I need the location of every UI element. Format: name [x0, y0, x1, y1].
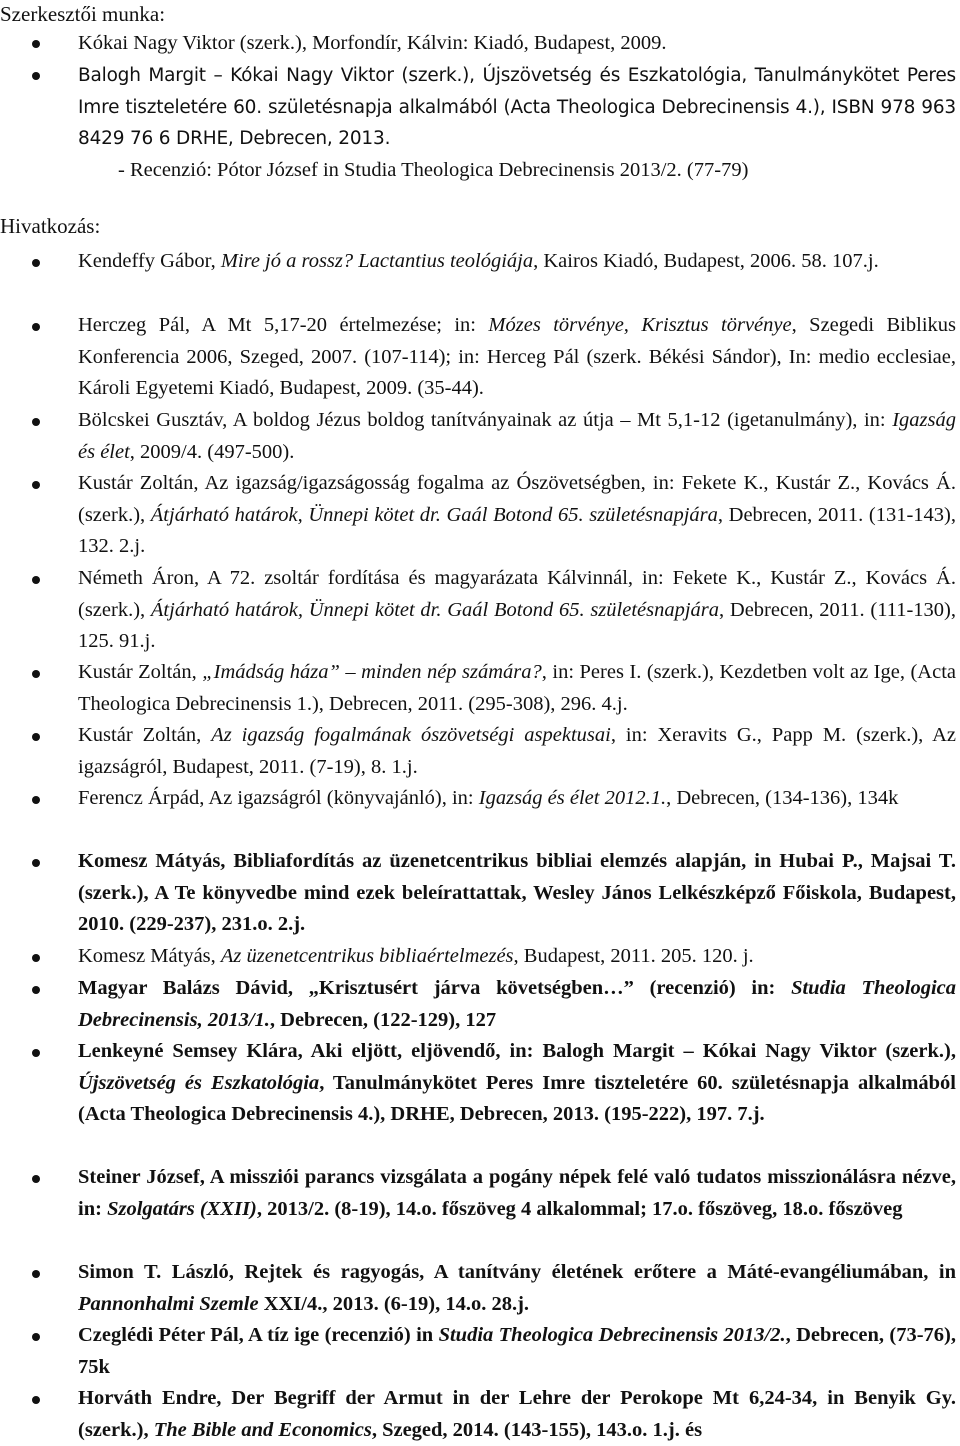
bullet — [32, 796, 40, 804]
citation-item: Horváth Endre, Der Begriff der Armut in der Lehre der Perokope Mt 6,24-34, in Benyik Gy. (szerk.), The Bible and Economics, Szeged, 2014. (143-155), 143.o. 1.j. és — [78, 1387, 956, 1441]
bullet — [32, 733, 40, 741]
bullet — [32, 576, 40, 584]
citation-item: Németh Áron, A 72. zsoltár fordítása és magyarázata Kálvinnál, in: Fekete K., Kustár Z., Kovács Á. (szerk.), Átjárható határok, Ünnepi kötet dr. Gaál Botond 65. születésnapjára, Debrecen, 2011. (111-130), 125. 91.j. — [78, 567, 956, 653]
bullet — [32, 1333, 40, 1341]
citation-item: Kustár Zoltán, Az igazság fogalmának ószövetségi aspektusai, in: Xeravits G., Papp M. (szerk.), Az igazságról, Budapest, 2011. (7-19), 8. 1.j. — [78, 724, 956, 778]
citation-item: Komesz Mátyás, Az üzenetcentrikus bibliaértelmezés, Budapest, 2011. 205. 120. j. — [78, 945, 754, 967]
bullet — [32, 40, 40, 48]
bullet — [32, 1049, 40, 1057]
citation-item: Kustár Zoltán, „Imádság háza” – minden nép számára?, in: Peres I. (szerk.), Kezdetben volt az Ige, (Acta Theologica Debrecinensis 1.), Debrecen, 2011. (295-308), 296. 4.j. — [78, 661, 956, 715]
bullet — [32, 1175, 40, 1183]
bullet — [32, 481, 40, 489]
citation-item: Lenkeyné Semsey Klára, Aki eljött, eljövendő, in: Balogh Margit – Kókai Nagy Viktor (szerk.), Újszövetség és Eszkatológia, Tanulmánykötet Peres Imre tiszteletére 60. születésnapja alkalmából (Acta Theologica Debrecinensis 4.), DRHE, Debrecen, 2013. (195-222), 197. 7.j. — [78, 1040, 957, 1126]
citation-item: Simon T. László, Rejtek és ragyogás, A tanítvány életének erőtere a Máté-evangéliumában, in Pannonhalmi Szemle XXI/4., 2013. (6-19), 14.o. 28.j. — [78, 1261, 956, 1315]
bullet — [32, 986, 40, 994]
citation-item: Komesz Mátyás, Bibliafordítás az üzenetcentrikus bibliai elemzés alapján, in Hubai P., Majsai T. (szerk.), A Te könyvedbe mind ezek beleírattattak, Wesley János Lelkészképző Főiskola, Budapest, 2010. (229-237), 231.o. 2.j. — [78, 850, 956, 936]
review-line: - Recenzió: Pótor József in Studia Theologica Debrecinensis 2013/2. (77-79) — [118, 159, 749, 181]
citation-item: Magyar Balázs Dávid, „Krisztusért járva követségben…” (recenzió) in: Studia Theologica Debrecinensis, 2013/1., Debrecen, (122-129), 127 — [78, 977, 956, 1031]
bullet — [32, 323, 40, 331]
citation-item: Bölcskei Gusztáv, A boldog Jézus boldog tanítványainak az útja – Mt 5,1-12 (igetanulmány), in: Igazság és élet, 2009/4. (497-500). — [78, 409, 956, 463]
editorial-item-1: Kókai Nagy Viktor (szerk.), Morfondír, Kálvin: Kiadó, Budapest, 2009. — [78, 32, 667, 54]
citation-item: Ferencz Árpád, Az igazságról (könyvajánló), in: Igazság és élet 2012.1., Debrecen, (134-136), 134k — [78, 787, 899, 809]
citation-item: Kendeffy Gábor, Mire jó a rossz? Lactantius teológiája, Kairos Kiadó, Budapest, 2006. 58. 107.j. — [78, 250, 879, 272]
bullet — [32, 670, 40, 678]
editorial-heading: Szerkesztői munka: — [0, 2, 166, 26]
citation-item: Steiner József, A missziói parancs vizsgálata a pogány népek felé való tudatos misszionálásra nézve, in: Szolgatárs (XXII), 2013/2. (8-19), 14.o. főszöveg 4 alkalommal; 17.o. főszöveg, 18.o. főszöveg — [78, 1166, 956, 1220]
bullet — [32, 859, 40, 867]
bullet — [32, 418, 40, 426]
citation-item: Herczeg Pál, A Mt 5,17-20 értelmezése; in: Mózes törvénye, Krisztus törvénye, Szegedi Biblikus Konferencia 2006, Szeged, 2007. (107-114); in: Herceg Pál (szerk. Békési Sándor), In: medio ecclesiae, Károli Egyetemi Kiadó, Budapest, 2009. (35-44). — [78, 314, 956, 400]
bullet — [32, 1396, 40, 1404]
citation-item: Kustár Zoltán, Az igazság/igazságosság fogalma az Ószövetségben, in: Fekete K., Kustár Z., Kovács Á. (szerk.), Átjárható határok, Ünnepi kötet dr. Gaál Botond 65. születésnapjára, Debrecen, 2011. (131-143), 132. 2.j. — [78, 472, 956, 558]
bullet — [32, 1270, 40, 1278]
bullet — [32, 259, 40, 267]
citations-heading: Hivatkozás: — [0, 214, 101, 238]
bullet — [32, 954, 40, 962]
editorial-item-2: Balogh Margit – Kókai Nagy Viktor (szerk.), Újszövetség és Eszkatológia, Tanulmánykötet Peres Imre tiszteletére 60. születésnapja alkalmából (Acta Theologica Debrecinensis 4.), ISBN 978 963 8429 76 6 DRHE, Debrecen, 2013. — [78, 65, 956, 150]
citation-item: Czeglédi Péter Pál, A tíz ige (recenzió) in Studia Theologica Debrecinensis 2013/2., Debrecen, (73-76), 75k — [78, 1324, 956, 1378]
bullet — [32, 72, 40, 80]
